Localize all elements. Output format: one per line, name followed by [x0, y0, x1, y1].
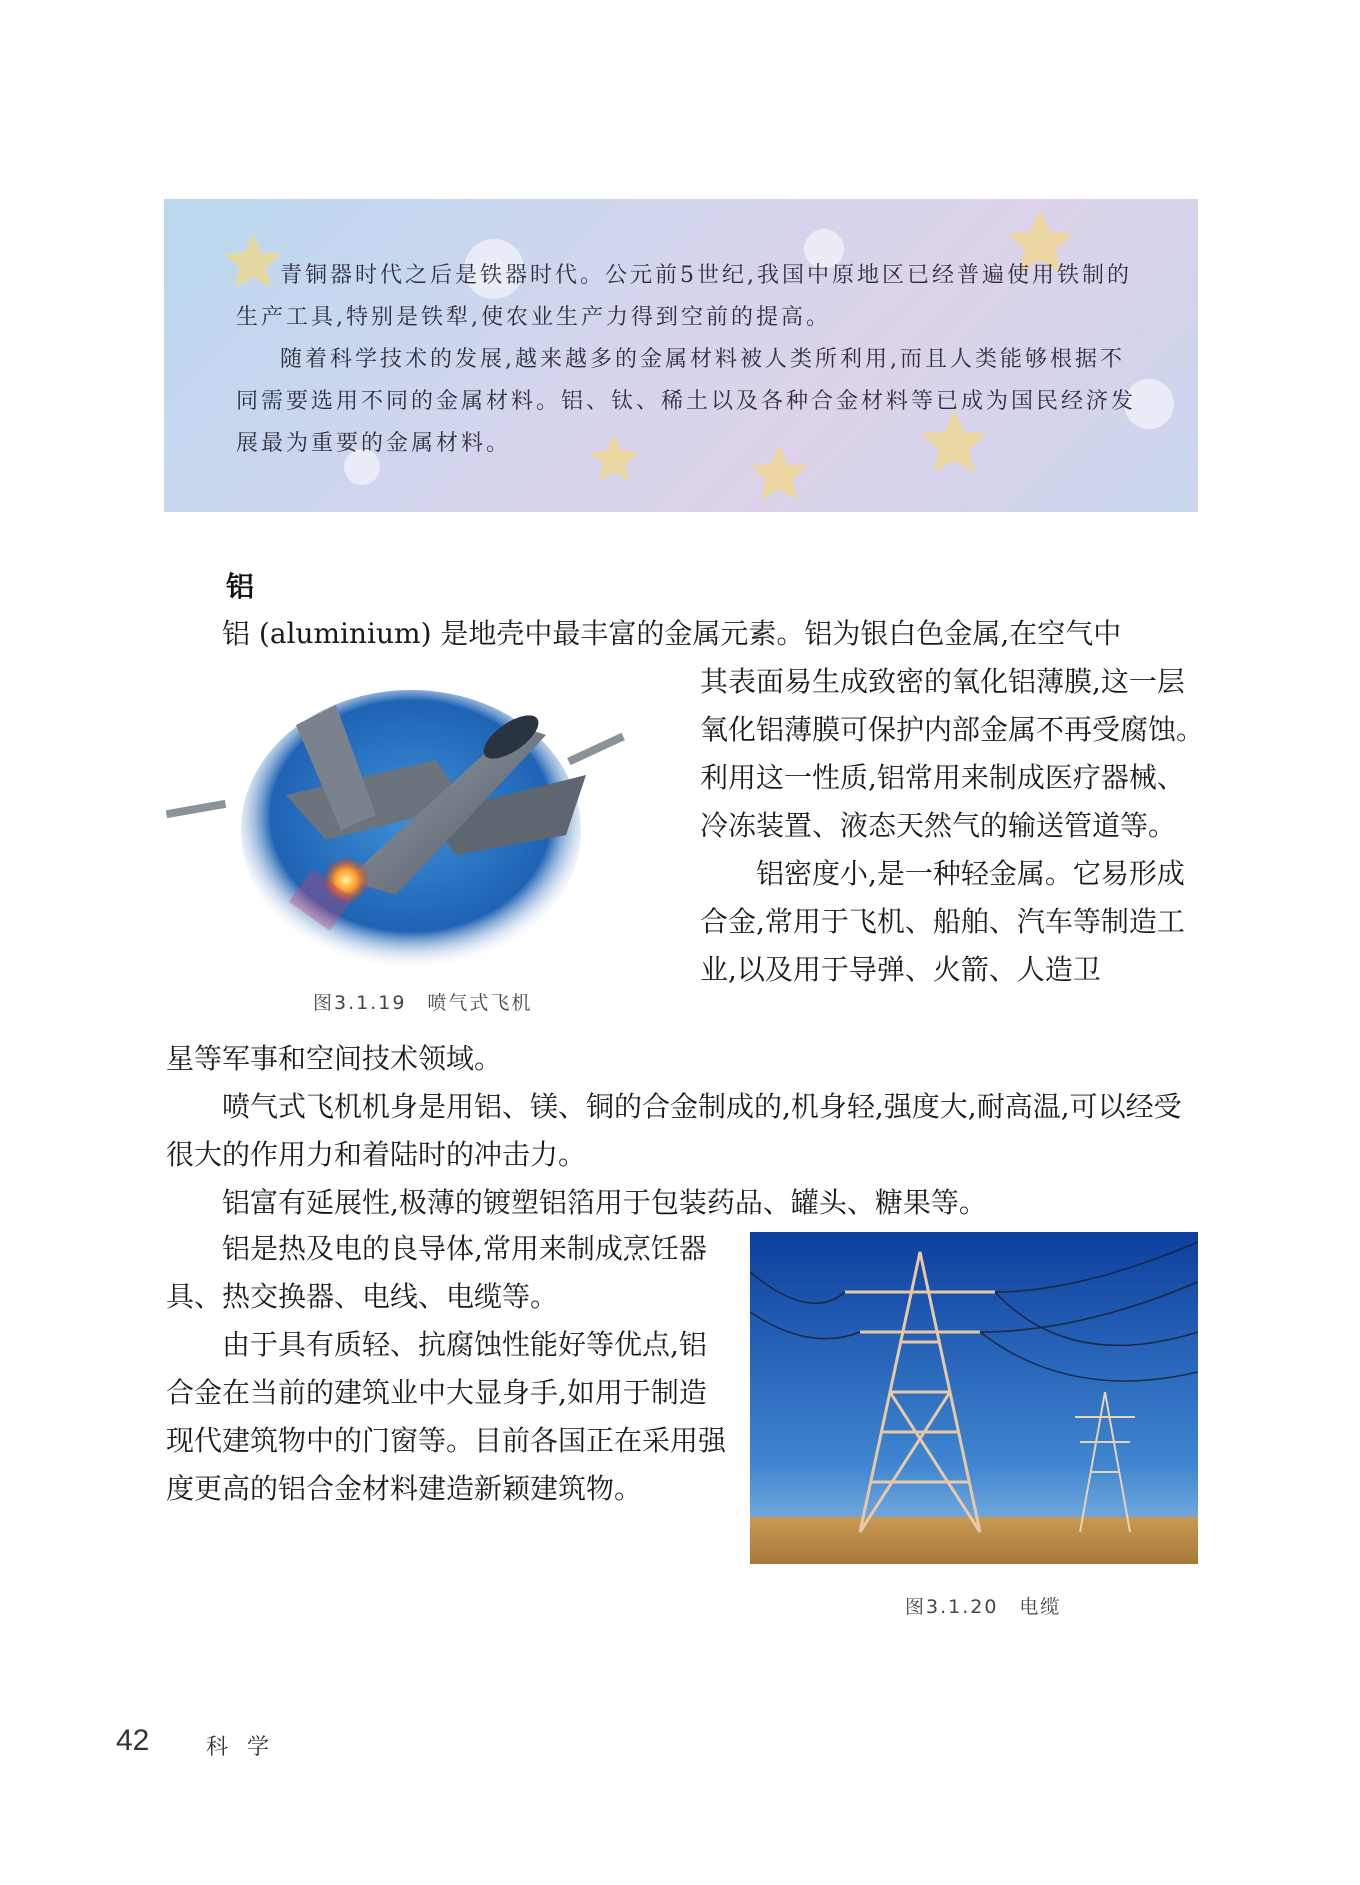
paragraph-text: 铝 (aluminium) 是地壳中最丰富的金属元素。铝为银白色金属,在空气中 — [222, 617, 1122, 650]
paragraph-continuation — [166, 1035, 1201, 1227]
paragraph-text: 由于具有质轻、抗腐蚀性能好等优点,铝合金在当前的建筑业中大显身手,如用于制造现代建筑物中的门窗等。目前各国正在采用强度更高的铝合金材料建造新颖建筑物。 — [166, 1328, 727, 1505]
paragraph-left-column — [166, 1225, 731, 1513]
intro-paragraph: 青铜器时代之后是铁器时代。公元前5世纪,我国中原地区已经普遍使用铁制的生产工具,特别是铁犁,使农业生产力得到空前的提高。 — [236, 263, 1132, 330]
power-cable-image — [750, 1232, 1198, 1564]
page-number: 42 — [116, 1724, 150, 1757]
paragraph-right-column — [700, 658, 1204, 994]
paragraph-text: 喷气式飞机机身是用铝、镁、铜的合金制成的,机身轻,强度大,耐高温,可以经受很大的作用力和着陆时的冲击力。 — [166, 1090, 1182, 1171]
intro-text — [236, 255, 1136, 465]
paragraph-text: 星等军事和空间技术领域。 — [166, 1042, 503, 1075]
paragraph-text: 铝密度小,是一种轻金属。它易形成合金,常用于飞机、船舶、汽车等制造工业,以及用于导弹、火箭、人造卫 — [700, 857, 1185, 986]
jet-fighter-image — [166, 665, 676, 965]
intro-paragraph: 随着科学技术的发展,越来越多的金属材料被人类所利用,而且人类能够根据不同需要选用不同的金属材料。铝、钛、稀土以及各种合金材料等已成为国民经济发展最为重要的金属材料。 — [236, 347, 1137, 456]
jet-figure-caption: 图3.1.19 喷气式飞机 — [313, 992, 533, 1014]
paragraph-intro-line — [166, 610, 1201, 658]
paragraph-text: 铝是热及电的良导体,常用来制成烹饪器具、热交换器、电线、电缆等。 — [166, 1232, 707, 1313]
subject-label: 科 学 — [206, 1735, 275, 1760]
paragraph-text: 铝富有延展性,极薄的镀塑铝箔用于包装药品、罐头、糖果等。 — [222, 1186, 987, 1219]
section-heading: 铝 — [226, 570, 255, 603]
intro-box — [164, 199, 1198, 512]
cable-figure-caption: 图3.1.20 电缆 — [905, 1596, 1062, 1618]
paragraph-text: 其表面易生成致密的氧化铝薄膜,这一层氧化铝薄膜可保护内部金属不再受腐蚀。利用这一性质,铝常用来制成医疗器械、冷冻装置、液态天然气的输送管道等。 — [700, 665, 1205, 842]
